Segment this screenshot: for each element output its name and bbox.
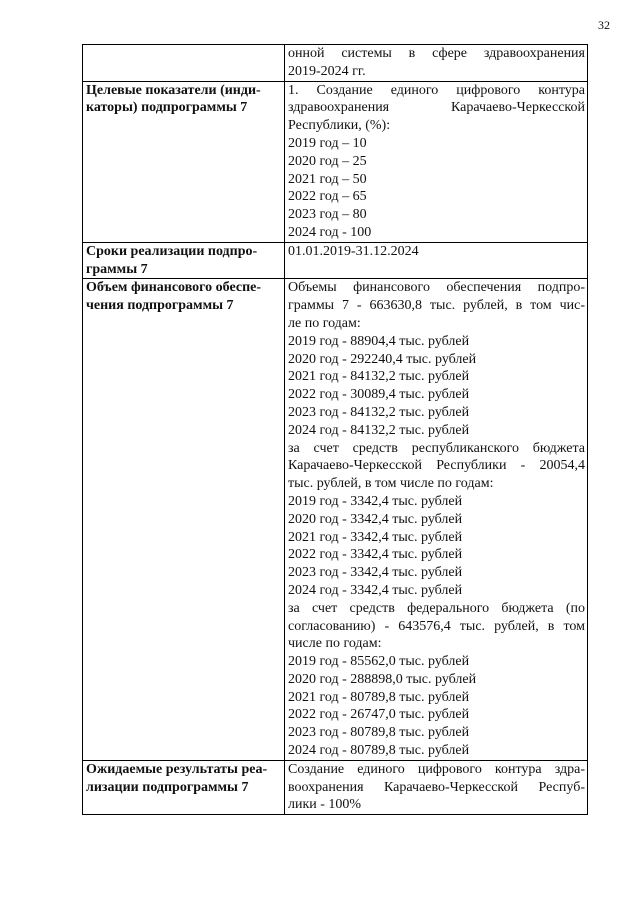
- row-value-line: 2023 год - 80789,8 тыс. рублей: [288, 725, 470, 741]
- row-value-line: 2020 год - 292240,4 тыс. рублей: [288, 351, 477, 367]
- row-value-line: Объемы финансового обеспечения подпро-: [288, 280, 585, 296]
- row-value-line: 2024 год - 84132,2 тыс. рублей: [288, 422, 470, 438]
- row-label-cell: [83, 45, 285, 82]
- row-label-cell: [83, 242, 285, 279]
- subprogram-passport-table: [82, 44, 588, 815]
- row-label-cell: [83, 279, 285, 761]
- row-value-line: здравоохранения Карачаево-Черкесской: [288, 100, 585, 116]
- row-value-line: 2022 год - 26747,0 тыс. рублей: [288, 707, 470, 723]
- row-label-line: Целевые показатели (инди-: [86, 82, 261, 98]
- row-value-line: 2019 год – 10: [288, 135, 367, 151]
- row-value-line: числе по годам:: [288, 636, 382, 652]
- row-label-line: каторы) подпрограммы 7: [86, 100, 248, 116]
- table-row: [83, 45, 588, 82]
- row-value-line: онной системы в сфере здравоохранения: [288, 46, 585, 61]
- row-value-line: 2019 год - 85562,0 тыс. рублей: [288, 654, 470, 670]
- row-value-line: воохранения Карачаево-Черкесской Респуб-: [288, 779, 585, 795]
- row-value-line: 2022 год - 3342,4 тыс. рублей: [288, 547, 463, 563]
- row-value-line: 2021 год - 80789,8 тыс. рублей: [288, 689, 470, 705]
- row-value-line: 2021 год – 50: [288, 171, 367, 187]
- row-label-line: граммы 7: [86, 261, 148, 277]
- row-value-line: 2023 год – 80: [288, 207, 367, 223]
- row-value-line: 2019 год - 3342,4 тыс. рублей: [288, 493, 463, 509]
- row-value-line: 2022 год – 65: [288, 189, 367, 205]
- row-value-cell: [285, 45, 588, 82]
- row-value-line: Карачаево-Черкесской Республики - 20054,4: [288, 458, 585, 474]
- row-value-line: 2019 год - 88904,4 тыс. рублей: [288, 333, 470, 349]
- row-value-line: ле по годам:: [288, 315, 361, 331]
- row-value-cell: [285, 760, 588, 814]
- row-value-cell: [285, 279, 588, 761]
- table-row: [83, 279, 588, 761]
- row-value-line: 2020 год - 288898,0 тыс. рублей: [288, 671, 477, 687]
- row-value-line: 2024 год - 80789,8 тыс. рублей: [288, 743, 470, 759]
- row-value-line: лики - 100%: [288, 797, 362, 813]
- row-value-line: 2023 год - 84132,2 тыс. рублей: [288, 404, 470, 420]
- row-value-line: за счет средств республиканского бюджета: [288, 440, 585, 456]
- row-value-line: 2019-2024 гг.: [288, 63, 366, 79]
- row-value-line: за счет средств федерального бюджета (по: [288, 600, 585, 616]
- row-value-line: согласованию) - 643576,4 тыс. рублей, в том: [288, 618, 585, 634]
- row-value-line: Республики, (%):: [288, 118, 391, 134]
- row-label-line: лизации подпрограммы 7: [86, 779, 249, 795]
- page-number: 32: [598, 18, 610, 32]
- row-value-line: 2024 год - 100: [288, 224, 372, 240]
- row-label-line: [86, 45, 282, 63]
- row-value-line: 2024 год - 3342,4 тыс. рублей: [288, 582, 463, 598]
- row-value-line: 1. Создание единого цифрового контура: [288, 82, 585, 98]
- table-row: [83, 760, 588, 814]
- row-label-cell: [83, 760, 285, 814]
- row-label-cell: [83, 81, 285, 242]
- row-label-line: [86, 63, 282, 81]
- row-value-line: Создание единого цифрового контура здра-: [288, 761, 585, 777]
- row-value-cell: [285, 242, 588, 279]
- row-value-line: 2021 год - 84132,2 тыс. рублей: [288, 369, 470, 385]
- row-value-line: 01.01.2019-31.12.2024: [288, 243, 419, 259]
- table-row: [83, 81, 588, 242]
- table-body: [83, 45, 588, 815]
- row-value-line: 2023 год - 3342,4 тыс. рублей: [288, 565, 463, 581]
- row-label-line: Ожидаемые результаты реа-: [86, 761, 268, 777]
- row-value-line: 2020 год – 25: [288, 153, 367, 169]
- table-row: [83, 242, 588, 279]
- row-value-line: 2021 год - 3342,4 тыс. рублей: [288, 529, 463, 545]
- row-label-line: Объем финансового обеспе-: [86, 280, 262, 296]
- row-value-line: тыс. рублей, в том числе по годам:: [288, 476, 494, 492]
- row-value-line: 2020 год - 3342,4 тыс. рублей: [288, 511, 463, 527]
- row-value-line: граммы 7 - 663630,8 тыс. рублей, в том чис-: [288, 298, 585, 314]
- row-label-line: чения подпрограммы 7: [86, 298, 234, 314]
- row-label-line: Сроки реализации подпро-: [86, 243, 258, 259]
- row-value-cell: [285, 81, 588, 242]
- row-value-line: 2022 год - 30089,4 тыс. рублей: [288, 387, 470, 403]
